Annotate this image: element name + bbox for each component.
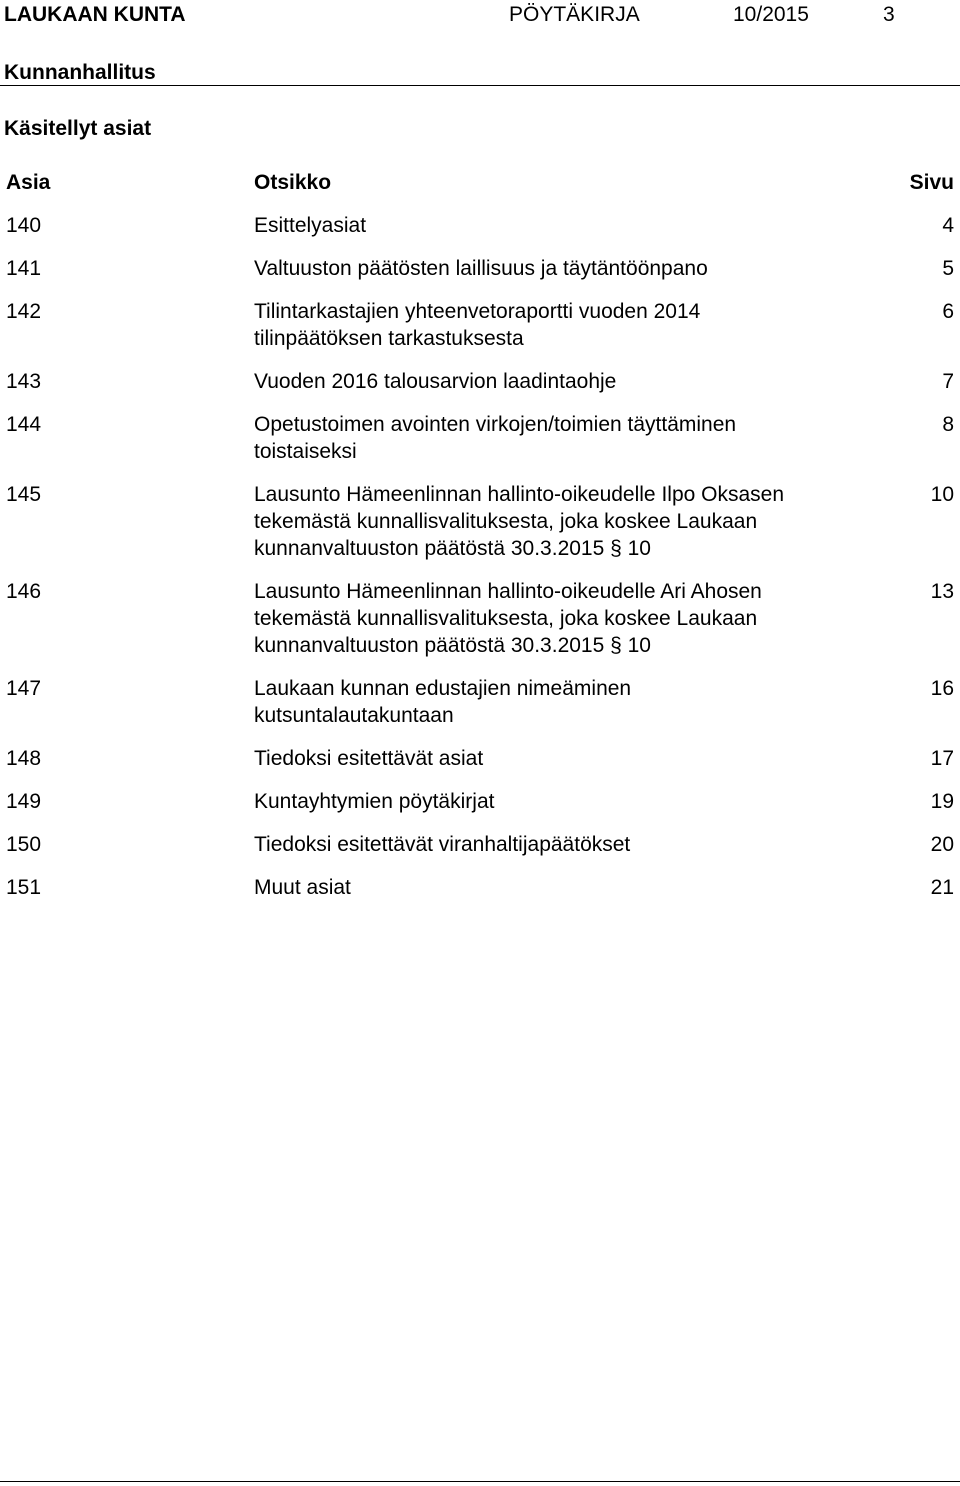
table-row	[0, 368, 960, 395]
item-page: 13	[930, 580, 954, 603]
item-number: 140	[6, 214, 42, 237]
item-title: Valtuuston päätösten laillisuus ja täytäntöönpano	[254, 257, 708, 280]
footer-divider	[0, 1481, 960, 1482]
item-title: Kuntayhtymien pöytäkirjat	[254, 790, 495, 813]
item-page: 5	[942, 257, 954, 280]
item-number: 141	[6, 257, 42, 280]
section-title: Käsitellyt asiat	[4, 117, 152, 140]
item-number: 146	[6, 580, 42, 603]
item-title: Tilintarkastajien yhteenvetoraportti vuoden 2014 tilinpäätöksen tarkastuksesta	[254, 300, 701, 350]
table-row	[0, 745, 960, 772]
item-title: Muut asiat	[254, 876, 351, 899]
table-row	[0, 578, 960, 659]
item-title: Vuoden 2016 talousarvion laadintaohje	[254, 370, 617, 393]
item-page: 7	[942, 370, 954, 393]
column-header-title: Otsikko	[254, 171, 332, 194]
item-page: 19	[930, 790, 954, 813]
header-divider	[0, 85, 960, 86]
item-page: 21	[930, 876, 954, 899]
organization-name: LAUKAAN KUNTA	[4, 3, 186, 26]
table-row	[0, 675, 960, 729]
table-row	[0, 255, 960, 282]
table-row	[0, 298, 960, 352]
item-number: 147	[6, 677, 42, 700]
table-row	[0, 788, 960, 815]
table-row	[0, 212, 960, 239]
table-row	[0, 411, 960, 465]
table-row	[0, 481, 960, 562]
item-page: 16	[930, 677, 954, 700]
document-type: PÖYTÄKIRJA	[509, 3, 640, 26]
item-page: 8	[942, 413, 954, 436]
item-page: 20	[930, 833, 954, 856]
agenda-table	[0, 169, 960, 917]
item-title: Opetustoimen avointen virkojen/toimien täyttäminen toistaiseksi	[254, 413, 737, 463]
item-title: Lausunto Hämeenlinnan hallinto-oikeudelle Ari Ahosen tekemästä kunnallisvalituksesta, joka koskee Laukaan kunnanvaltuuston päätöstä 30.3.2015 § 10	[254, 580, 762, 657]
item-number: 142	[6, 300, 42, 323]
item-number: 151	[6, 876, 42, 899]
item-number: 149	[6, 790, 42, 813]
table-row	[0, 874, 960, 901]
page-header	[0, 0, 960, 30]
body-name: Kunnanhallitus	[4, 61, 156, 84]
item-title: Esittelyasiat	[254, 214, 367, 237]
item-page: 10	[930, 483, 954, 506]
item-page: 6	[942, 300, 954, 323]
column-header-item: Asia	[6, 171, 51, 194]
item-title: Laukaan kunnan edustajien nimeäminen kutsuntalautakuntaan	[254, 677, 632, 727]
item-title: Tiedoksi esitettävät viranhaltijapäätökset	[254, 833, 631, 856]
page-number: 3	[883, 3, 895, 26]
column-header-page: Sivu	[909, 171, 954, 194]
item-title: Lausunto Hämeenlinnan hallinto-oikeudelle Ilpo Oksasen tekemästä kunnallisvalituksesta, joka koskee Laukaan kunnanvaltuuston päätöstä 30.3.2015 § 10	[254, 483, 785, 560]
item-number: 143	[6, 370, 42, 393]
item-page: 4	[942, 214, 954, 237]
meeting-number: 10/2015	[733, 3, 809, 26]
item-number: 150	[6, 833, 42, 856]
item-number: 148	[6, 747, 42, 770]
table-row	[0, 831, 960, 858]
item-title: Tiedoksi esitettävät asiat	[254, 747, 484, 770]
item-number: 145	[6, 483, 42, 506]
table-header	[0, 169, 960, 196]
item-number: 144	[6, 413, 42, 436]
item-page: 17	[930, 747, 954, 770]
